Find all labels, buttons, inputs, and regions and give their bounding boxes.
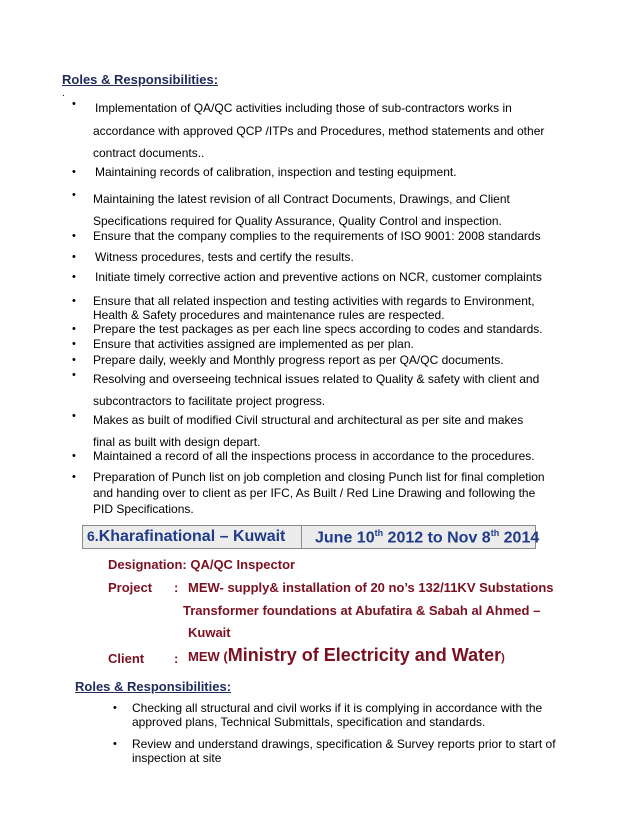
list-item: • Ensure that the company complies to the requirements of ISO 9001: 2008 standards — [93, 229, 541, 244]
employment-dates: June 10th 2012 to Nov 8th 2014 — [315, 528, 540, 547]
list-item: • Implementation of QA/QC activities including those of sub-contractors works in accordance with approved QCP /ITPs and Procedures, method statements and other contract documents.. — [93, 97, 544, 164]
project-colon: : — [174, 580, 179, 595]
list-item: • Initiate timely corrective action and preventive actions on NCR, customer complaints — [93, 270, 542, 285]
company-name: 6.Kharafinational – Kuwait — [87, 528, 286, 545]
client-colon: : — [174, 651, 179, 666]
list-item: • Prepare the test packages as per each line specs according to codes and standards. — [93, 322, 543, 336]
project-line-3: Kuwait — [188, 625, 231, 640]
list-item: • Ensure that activities assigned are implemented as per plan. — [93, 337, 414, 351]
stray-dot: . — [62, 88, 65, 99]
list-item: • Ensure that all related inspection and testing activities with regards to Environment, Health & Safety procedures and maintenance rules are respected. — [93, 294, 535, 322]
section-heading-roles: Roles & Responsibilities: — [62, 72, 219, 87]
box-divider — [301, 526, 302, 548]
project-line-1: MEW- supply& installation of 20 no’s 132/11KV Substations — [188, 580, 554, 595]
list-item: • Resolving and overseeing technical issues related to Quality & safety with client and subcontractors to facilitate project progress. — [93, 368, 539, 412]
project-line-2: Transformer foundations at Abufatira & Sabah al Ahmed – — [183, 603, 541, 618]
client-value: MEW (Ministry of Electricity and Water) — [188, 645, 505, 665]
list-item: • Checking all structural and civil works if it is complying in accordance with the approved plans, Technical Submittals, specification and standards. — [132, 701, 542, 729]
list-item: • Witness procedures, tests and certify the results. — [93, 250, 354, 265]
list-item: • Review and understand drawings, specification & Survey reports prior to start of inspection at site — [132, 737, 556, 765]
list-item: • Makes as built of modified Civil structural and architectural as per site and makes final as built with design depart. — [93, 409, 523, 453]
list-item: • Maintaining the latest revision of all Contract Documents, Drawings, and Client Specifications required for Quality Assurance, Quality Control and inspection. — [93, 188, 510, 232]
list-item: • Maintaining records of calibration, inspection and testing equipment. — [93, 165, 457, 180]
section-heading-roles-2: Roles & Responsibilities: — [75, 679, 232, 694]
list-item: • Prepare daily, weekly and Monthly progress report as per QA/QC documents. — [93, 353, 504, 367]
designation: Designation: QA/QC Inspector — [108, 557, 296, 572]
list-item: • Maintained a record of all the inspections process in accordance to the procedures. — [93, 449, 535, 464]
project-label: Project — [108, 580, 153, 595]
job-header-box — [82, 525, 540, 549]
client-label: Client — [108, 651, 145, 666]
list-item: • Preparation of Punch list on job completion and closing Punch list for final completion and handing over to client as per IFC, As Built / Red Line Drawing and following the PID Specifications. — [93, 470, 545, 517]
